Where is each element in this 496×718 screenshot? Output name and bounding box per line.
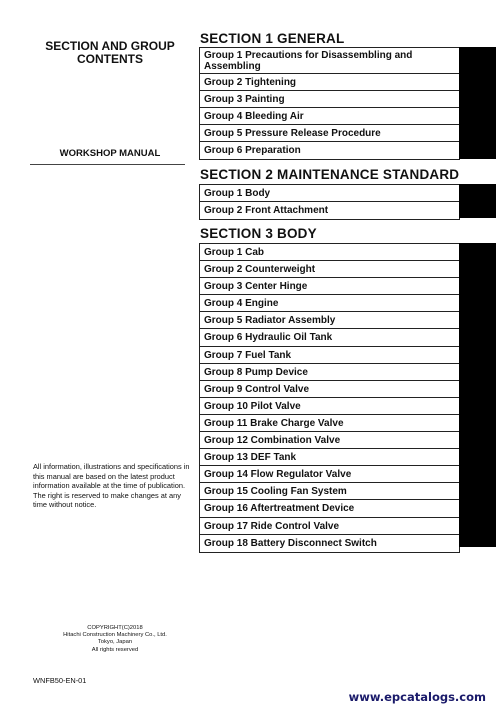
manual-type-label: WORKSHOP MANUAL <box>59 148 161 159</box>
group-link[interactable]: Group 8 Pump Device <box>200 364 459 381</box>
group-link[interactable]: Group 2 Tightening <box>200 74 459 91</box>
group-link[interactable]: Group 5 Radiator Assembly <box>200 312 459 329</box>
group-link[interactable]: Group 2 Counterweight <box>200 261 459 278</box>
section-1-groups <box>199 47 460 160</box>
contents-title <box>30 40 190 66</box>
group-link[interactable]: Group 17 Ride Control Valve <box>200 518 459 535</box>
group-link[interactable]: Group 14 Flow Regulator Valve <box>200 466 459 483</box>
section-1-title: SECTION 1 GENERAL <box>200 31 345 46</box>
group-link[interactable]: Group 4 Engine <box>200 295 459 312</box>
section-3-tab <box>459 243 496 547</box>
rights-line: All rights reserved <box>91 646 139 653</box>
group-link[interactable]: Group 7 Fuel Tank <box>200 347 459 364</box>
divider <box>30 164 185 165</box>
section-2-groups <box>199 184 460 220</box>
copyright-block <box>30 625 200 654</box>
group-link[interactable]: Group 2 Front Attachment <box>204 205 329 217</box>
group-link[interactable]: Group 11 Brake Charge Valve <box>200 415 459 432</box>
contents-title-line2: CONTENTS <box>77 52 143 66</box>
group-link[interactable]: Group 10 Pilot Valve <box>200 398 459 415</box>
section-2-title: SECTION 2 MAINTENANCE STANDARD <box>200 167 460 182</box>
group-link[interactable]: Group 1 Cab <box>200 244 459 261</box>
company-line: Hitachi Construction Machinery Co., Ltd. <box>63 632 167 639</box>
document-id: WNFB50-EN-01 <box>33 676 87 685</box>
group-link[interactable]: Group 6 Hydraulic Oil Tank <box>200 329 459 346</box>
location-line: Tokyo, Japan <box>97 639 133 646</box>
contents-title-line1: SECTION AND GROUP <box>45 39 175 53</box>
group-link[interactable]: Group 1 Body <box>200 185 459 202</box>
group-link[interactable]: Group 18 Battery Disconnect Switch <box>204 537 377 549</box>
footer-watermark-url: www.epcatalogs.com <box>348 690 486 704</box>
section-2-tab <box>459 184 496 218</box>
group-link[interactable]: Group 5 Pressure Release Procedure <box>200 125 459 142</box>
group-link[interactable]: Group 12 Combination Valve <box>200 432 459 449</box>
group-link[interactable]: Group 15 Cooling Fan System <box>200 483 459 500</box>
copyright-line: COPYRIGHT(C)2018 <box>87 625 143 631</box>
group-link[interactable]: Group 4 Bleeding Air <box>200 108 459 125</box>
group-link[interactable]: Group 6 Preparation <box>204 145 301 157</box>
group-link[interactable]: Group 3 Painting <box>200 91 459 108</box>
group-link[interactable]: Group 9 Control Valve <box>200 381 459 398</box>
section-1-tab <box>459 47 496 159</box>
group-link[interactable]: Group 16 Aftertreatment Device <box>200 500 459 517</box>
notice-text: All information, illustrations and specifications in this manual are based on the latest product information available at the time of publication. The right is reserved to make changes at any time without notice. <box>33 462 190 510</box>
section-3-groups <box>199 243 460 553</box>
group-link[interactable]: Group 1 Precautions for Disassembling and Assembling <box>200 48 459 74</box>
group-link[interactable]: Group 3 Center Hinge <box>200 278 459 295</box>
section-3-title: SECTION 3 BODY <box>200 226 317 241</box>
group-link[interactable]: Group 13 DEF Tank <box>200 449 459 466</box>
